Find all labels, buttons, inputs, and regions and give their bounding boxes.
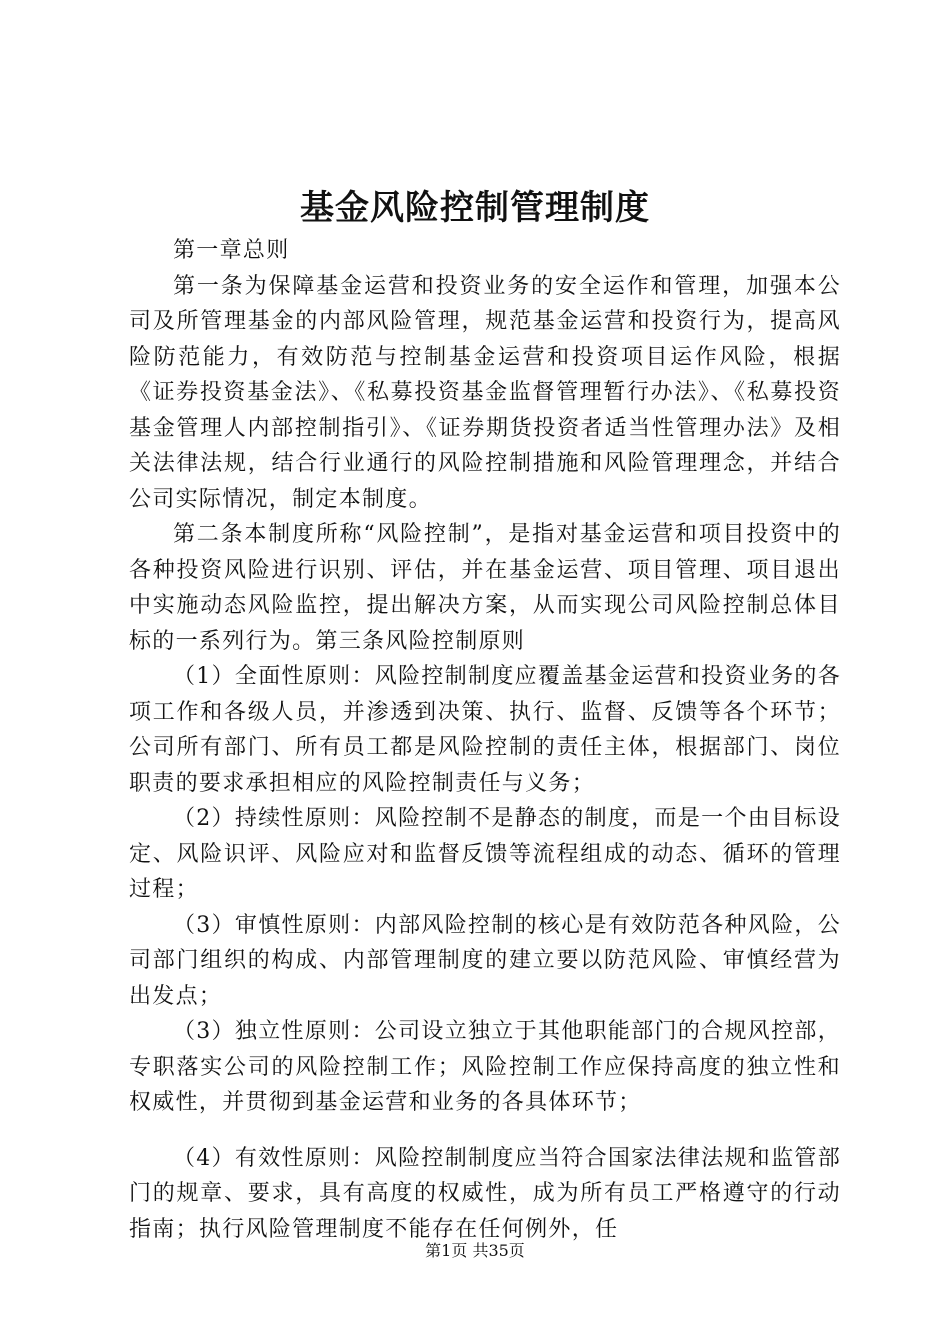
principle-comprehensive: （1）全面性原则：风险控制制度应覆盖基金运营和投资业务的各项工作和各级人员，并渗透到决策、执行、监督、反馈等各个环节；公司所有部门、所有员工都是风险控制的责任主体，根据部门、岗位职责的要求承担相应的风险控制责任与义务； bbox=[129, 664, 841, 796]
article-1-paragraph: 第一条为保障基金运营和投资业务的安全运作和管理，加强本公司及所管理基金的内部风险管理，规范基金运营和投资行为，提高风险防范能力，有效防范与控制基金运营和投资项目运作风险，根据《证券投资基金法》、《私募投资基金监督管理暂行办法》、《私募投资基金管理人内部控制指引》、《证券期货投资者适当性管理办法》及相关法律法规，结合行业通行的风险控制措施和风险管理理念，并结合公司实际情况，制定本制度。 bbox=[129, 273, 841, 512]
paragraph-spacer bbox=[129, 1121, 841, 1141]
document-title: 基金风险控制管理制度 bbox=[300, 188, 650, 228]
chapter-heading: 第一章总则 bbox=[173, 238, 290, 263]
document-body bbox=[129, 233, 841, 1247]
principle-continuity: （2）持续性原则：风险控制不是静态的制度，而是一个由目标设定、风险识评、风险应对和监督反馈等流程组成的动态、循环的管理过程； bbox=[129, 806, 841, 902]
principle-independence: （3）独立性原则：公司设立独立于其他职能部门的合规风控部，专职落实公司的风险控制工作；风险控制工作应保持高度的独立性和权威性，并贯彻到基金运营和业务的各具体环节； bbox=[129, 1019, 841, 1115]
principle-effectiveness: （4）有效性原则：风险控制制度应当符合国家法律法规和监管部门的规章、要求，具有高度的权威性，成为所有员工严格遵守的行动指南；执行风险管理制度不能存在任何例外，任 bbox=[129, 1145, 841, 1242]
article-2-paragraph: 第二条本制度所称“风险控制”，是指对基金运营和项目投资中的各种投资风险进行识别、评估，并在基金运营、项目管理、项目退出中实施动态风险监控，提出解决方案，从而实现公司风险控制总体目标的一系列行为。第三条风险控制原则 bbox=[129, 522, 841, 654]
principle-prudence: （3）审慎性原则：内部风险控制的核心是有效防范各种风险，公司部门组织的构成、内部管理制度的建立要以防范风险、审慎经营为出发点； bbox=[129, 912, 841, 1009]
page-footer: 第1页 共35页 bbox=[425, 1241, 525, 1260]
